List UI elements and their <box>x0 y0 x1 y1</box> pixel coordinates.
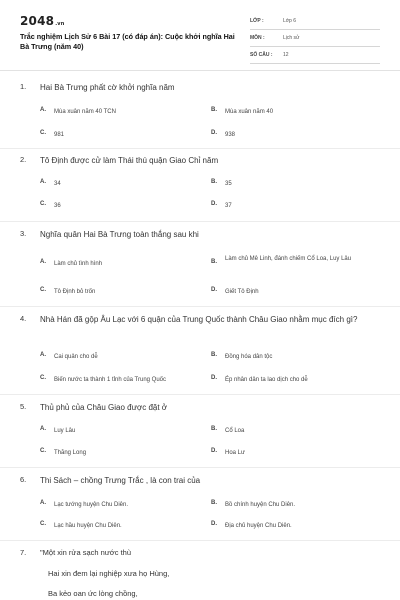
document-header <box>0 0 400 68</box>
option-letter: B. <box>211 426 217 432</box>
option-letter: A. <box>40 179 46 185</box>
question-number: 5. <box>20 402 27 411</box>
option-letter: A. <box>40 426 46 432</box>
option-letter: A. <box>40 107 46 113</box>
question-separator <box>0 394 400 395</box>
meta-row-class <box>250 15 380 30</box>
option-text: Lạc hầu huyện Chu Diên. <box>54 523 122 529</box>
question-number: 3. <box>20 229 27 238</box>
option-text: Bồ chính huyện Chu Diên. <box>225 502 296 508</box>
option-text: 37 <box>225 203 232 209</box>
meta-label: SỐ CÂU : <box>250 52 273 58</box>
option-text: Làm chủ Mê Linh, đánh chiếm Cổ Loa, Luy Lâu <box>225 256 352 262</box>
option-text: Ép nhân dân ta lao dịch cho dễ <box>225 377 308 383</box>
question-number: 4. <box>20 314 27 323</box>
question-number: 2. <box>20 155 27 164</box>
option-text: 36 <box>54 203 61 209</box>
question-text: Thủ phủ của Châu Giao được đặt ở <box>40 403 168 412</box>
question-separator <box>0 221 400 222</box>
option-letter: D. <box>211 287 217 293</box>
option-text: 34 <box>54 181 61 187</box>
option-letter: D. <box>211 521 217 527</box>
option-text: 981 <box>54 132 65 138</box>
option-letter: C. <box>40 130 46 136</box>
question-number: 6. <box>20 475 27 484</box>
option-text: Hoa Lư <box>225 450 246 456</box>
option-text: 35 <box>225 181 232 187</box>
option-text: Tô Định bỏ trốn <box>54 289 96 295</box>
site-logo[interactable] <box>20 14 65 28</box>
meta-label: MÔN : <box>250 35 265 41</box>
logo-suffix: .vn <box>55 21 65 27</box>
option-text: 938 <box>225 132 236 138</box>
question-text: Nghĩa quân Hai Bà Trưng toàn thắng sau khi <box>40 230 199 239</box>
option-text: Mùa xuân năm 40 TCN <box>54 109 116 115</box>
option-letter: A. <box>40 352 46 358</box>
option-text: Biến nước ta thành 1 tỉnh của Trung Quốc <box>54 377 167 383</box>
option-text: Địa chủ huyện Chu Diên. <box>225 523 292 529</box>
header-divider <box>0 70 400 71</box>
option-text: Giết Tô Định <box>225 289 259 295</box>
meta-value: Lịch sử <box>283 35 300 41</box>
option-text: Luy Lâu <box>54 428 76 434</box>
question-number: 7. <box>20 548 27 557</box>
option-letter: A. <box>40 259 46 265</box>
option-letter: D. <box>211 448 217 454</box>
option-letter: B. <box>211 107 217 113</box>
option-letter: C. <box>40 201 46 207</box>
question-separator <box>0 306 400 307</box>
meta-value: 12 <box>283 52 289 58</box>
document-title: Trắc nghiệm Lịch Sử 6 Bài 17 (có đáp án): Cuộc khởi nghĩa Hai Bà Trưng (năm 40) <box>20 32 235 51</box>
poem-line: Ba kẻo oan ức lòng chồng, <box>48 589 138 598</box>
poem-line: "Một xin rửa sạch nước thù <box>40 548 131 557</box>
option-letter: B. <box>211 179 217 185</box>
option-letter: B. <box>211 259 217 265</box>
question-text: Tô Định được cử làm Thái thú quận Giao Chỉ năm <box>40 156 219 165</box>
option-text: Mùa xuân năm 40 <box>225 109 274 115</box>
meta-row-count <box>250 49 380 64</box>
option-letter: D. <box>211 375 217 381</box>
option-text: Cổ Loa <box>225 428 245 434</box>
question-separator <box>0 540 400 541</box>
question-separator <box>0 467 400 468</box>
option-text: Làm chủ tình hình <box>54 261 103 267</box>
option-text: Cai quản cho dễ <box>54 354 98 360</box>
question-text: Nhà Hán đã gộp Âu Lạc với 6 quận của Trung Quốc thành Châu Giao nhằm mục đích gì? <box>40 315 358 324</box>
question-number: 1. <box>20 82 27 91</box>
option-letter: C. <box>40 448 46 454</box>
option-letter: A. <box>40 500 46 506</box>
option-letter: D. <box>211 130 217 136</box>
option-text: Thăng Long <box>54 450 87 456</box>
meta-value: Lớp 6 <box>283 18 297 24</box>
option-letter: B. <box>211 500 217 506</box>
option-letter: C. <box>40 287 46 293</box>
poem-line: Hai xin đem lại nghiệp xưa họ Hùng, <box>48 569 170 578</box>
question-separator <box>0 148 400 149</box>
document-meta <box>250 15 380 66</box>
question-text: Hai Bà Trưng phất cờ khởi nghĩa năm <box>40 83 175 92</box>
option-letter: C. <box>40 521 46 527</box>
meta-label: LỚP : <box>250 18 264 24</box>
option-letter: C. <box>40 375 46 381</box>
option-text: Lạc tướng huyện Chu Diên. <box>54 502 128 508</box>
meta-row-subject <box>250 32 380 47</box>
option-text: Đồng hóa dân tộc <box>225 354 273 360</box>
option-letter: D. <box>211 201 217 207</box>
option-letter: B. <box>211 352 217 358</box>
question-text: Thi Sách – chồng Trưng Trắc , là con trai của <box>40 476 201 485</box>
logo-text: 2048 <box>20 14 55 28</box>
